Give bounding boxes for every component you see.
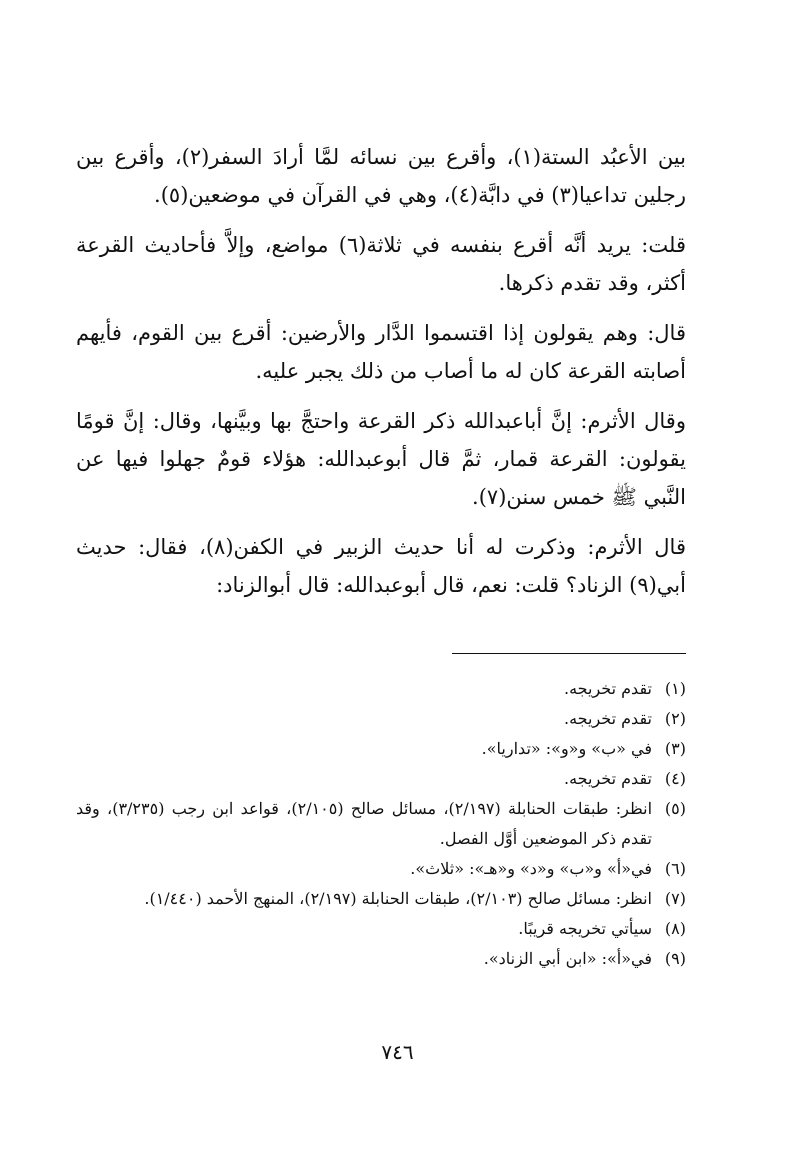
footnote-text: سيأتي تخريجه قريبًا. <box>518 919 652 938</box>
footnote-text: تقدم تخريجه. <box>564 679 652 698</box>
footnote <box>76 944 686 974</box>
footnote <box>76 704 686 734</box>
footnote-number: (٩) <box>664 949 686 968</box>
footnote <box>76 734 686 764</box>
footnotes <box>76 674 686 974</box>
paragraph-2: قلت: يريد أنَّه أقرع بنفسه في ثلاثة(٦) مواضع، وإلاَّ فأحاديث القرعة أكثر، وقد تقدم ذكرها. <box>76 233 686 295</box>
page-number: ٧٤٦ <box>381 1040 414 1064</box>
footnote-number: (٢) <box>664 709 686 728</box>
footnote-number: (٣) <box>664 739 686 758</box>
footnote-divider <box>452 653 686 654</box>
footnote-text: انظر: مسائل صالح (٢/١٠٣)، طبقات الحنابلة (٢/١٩٧)، المنهج الأحمد (١/٤٤٠). <box>144 889 652 908</box>
paragraph-5: قال الأثرم: وذكرت له أنا حديث الزبير في الكفن(٨)، فقال: حديث أبي(٩) الزناد؟ قلت: نعم، قال أبوعبدالله: قال أبوالزناد: <box>76 535 686 597</box>
footnote-number: (٦) <box>664 859 686 878</box>
paragraph-4: وقال الأثرم: إنَّ أباعبدالله ذكر القرعة واحتجَّ بها وبيَّنها، وقال: إنَّ قومًا يقولون: القرعة قمار، ثمَّ قال أبوعبدالله: هؤلاء قومٌ جهلوا فيها عن النَّبي ﷺ خمس سنن(٧). <box>76 409 686 509</box>
footnote <box>76 794 686 854</box>
footnote-number: (٨) <box>664 919 686 938</box>
footnote <box>76 914 686 944</box>
footnote-number: (٥) <box>664 799 686 818</box>
footnote <box>76 674 686 704</box>
footnote-text: تقدم تخريجه. <box>564 709 652 728</box>
footnote-text: في«أ»: «ابن أبي الزناد». <box>483 949 652 968</box>
footnote-number: (١) <box>664 679 686 698</box>
footnote <box>76 884 686 914</box>
footnote-number: (٧) <box>664 889 686 908</box>
footnote-number: (٤) <box>664 769 686 788</box>
footnote-text: في«أ» و«ب» و«د» و«هـ»: «ثلاث». <box>410 859 652 878</box>
paragraph-3: قال: وهم يقولون إذا اقتسموا الدَّار والأرضين: أقرع بين القوم، فأيهم أصابته القرعة كان له ما أصاب من ذلك يجبر عليه. <box>76 321 686 383</box>
footnote-text: انظر: طبقات الحنابلة (٢/١٩٧)، مسائل صالح (٢/١٠٥)، قواعد ابن رجب (٣/٢٣٥)، وقد تقدم ذكر الموضعين أوَّل الفصل. <box>76 799 653 848</box>
footnote-text: تقدم تخريجه. <box>564 769 652 788</box>
footnote <box>76 854 686 884</box>
main-text <box>76 138 686 616</box>
footnote <box>76 764 686 794</box>
footnote-text: في «ب» و«و»: «تداريا». <box>481 739 652 758</box>
paragraph-1: بين الأعبُد الستة(١)، وأقرع بين نسائه لمَّا أرادَ السفر(٢)، وأقرع بين رجلين تداعيا(٣) في دابَّة(٤)، وهي في القرآن في موضعين(٥). <box>76 145 686 207</box>
